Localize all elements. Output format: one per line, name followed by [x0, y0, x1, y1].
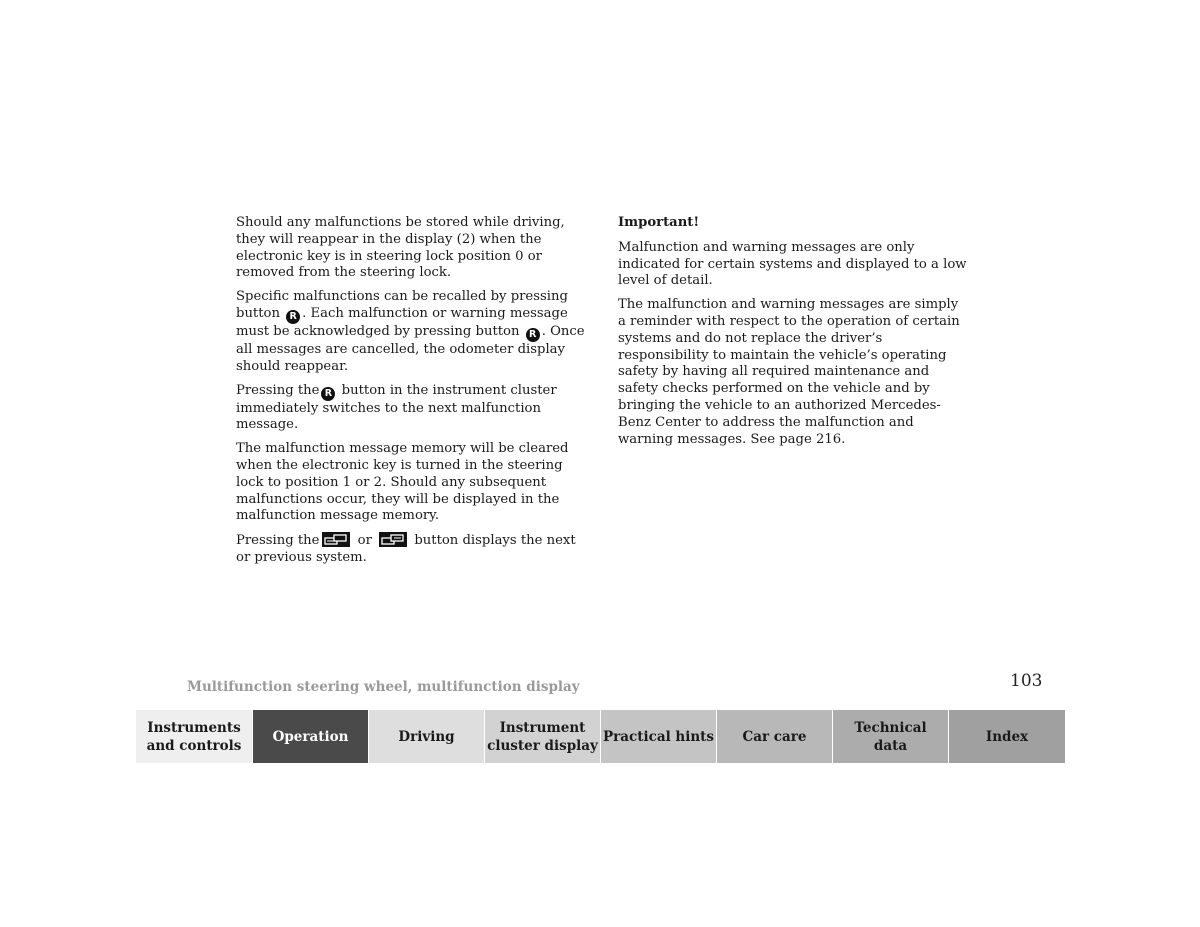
- tab-instrument-cluster-display[interactable]: Instrument cluster display: [485, 710, 601, 763]
- left-column: [236, 215, 588, 574]
- paragraph-important-1: Malfunction and warning messages are only indicated for certain systems and displayed to a low level of detail.: [618, 239, 967, 289]
- tab-index[interactable]: Index: [949, 710, 1065, 763]
- section-title: Multifunction steering wheel, multifunction display: [187, 679, 580, 695]
- system-next-icon: [322, 532, 350, 547]
- paragraph-pressing-r: Pressing the R button in the instrument cluster immediately switches to the next malfunction message.: [236, 382, 557, 433]
- tab-driving[interactable]: Driving: [369, 710, 485, 763]
- paragraph-stored-malfunctions: Should any malfunctions be stored while driving, they will reappear in the display (2) when the electronic key is in steering lock position 0 or removed from the steering lock.: [236, 215, 565, 281]
- paragraph-important-2: The malfunction and warning messages are simply a reminder with respect to the operation of certain systems and do not replace the driver’s responsibility to maintain the vehicle’s operating safety by having all required maintenance and safety checks performed on the vehicle and by bringing the vehicle to an authorized Mercedes-Benz Center to address the malfunction and warning messages. See page 216.: [618, 297, 960, 447]
- paragraph-memory-cleared: The malfunction message memory will be cleared when the electronic key is turned in the steering lock to position 1 or 2. Should any subsequent malfunctions occur, they will be displayed in the malfunction message memory.: [236, 441, 569, 524]
- chapter-navigation: [136, 710, 1065, 763]
- tab-instruments-and-controls[interactable]: Instruments and controls: [136, 710, 253, 763]
- tab-car-care[interactable]: Car care: [717, 710, 833, 763]
- right-column: [618, 215, 970, 455]
- important-heading: Important!: [618, 215, 700, 230]
- page-number: 103: [1010, 671, 1043, 691]
- tab-technical-data[interactable]: Technical data: [833, 710, 949, 763]
- r-button-icon: R: [526, 328, 540, 342]
- r-button-icon: R: [286, 310, 300, 324]
- paragraph-recall-malfunctions: Specific malfunctions can be recalled by pressing button R . Each malfunction or warning message must be acknowledged by pressing button R . Once all messages are cancelled, the odometer display should reappear.: [236, 289, 585, 374]
- r-button-icon: R: [321, 387, 335, 401]
- tab-operation[interactable]: Operation: [253, 710, 369, 763]
- system-previous-icon: [379, 532, 407, 547]
- paragraph-system-buttons: Pressing the or button displays the next or previous system.: [236, 533, 576, 565]
- tab-practical-hints[interactable]: Practical hints: [601, 710, 717, 763]
